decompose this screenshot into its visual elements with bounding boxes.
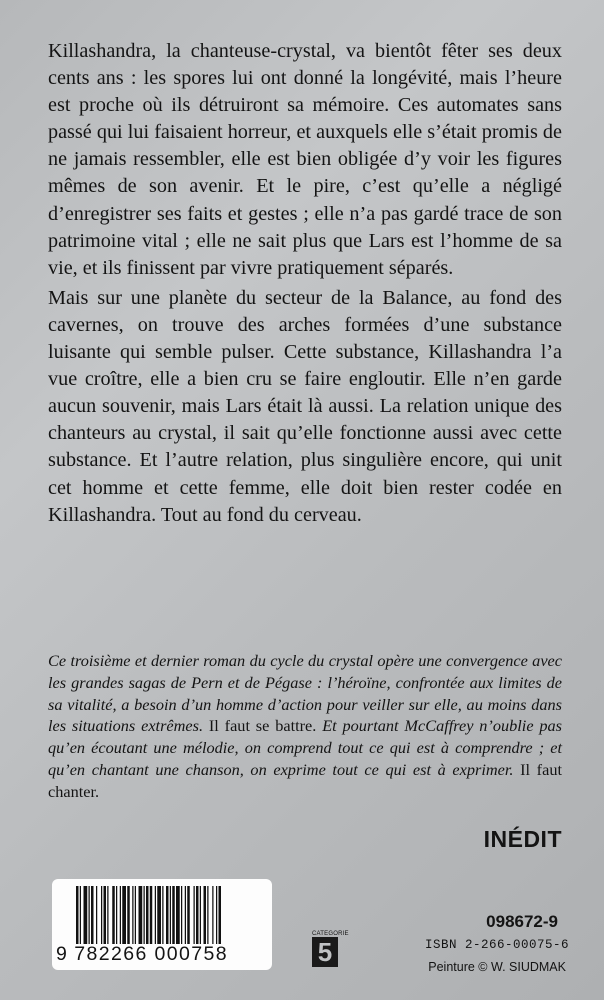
barcode-bar: [170, 886, 171, 944]
barcode-bar: [194, 886, 195, 944]
isbn: ISBN 2-266-00075-6: [424, 938, 569, 952]
blurb: [48, 650, 562, 803]
barcode-bar: [122, 886, 126, 944]
barcode-bar: [132, 886, 133, 944]
product-code: 098672-9: [486, 912, 558, 931]
barcode-bar: [185, 886, 186, 944]
barcode-bar: [155, 886, 156, 944]
synopsis: [48, 38, 562, 529]
barcode-bar: [216, 886, 217, 944]
barcode-bar: [76, 886, 79, 944]
blurb-part-1: Ce troisième et dernier roman du cycle du crystal opère une convergence avec les grandes sagas de Pern et de Pégase : l’héroïne, confrontée aux limites de sa vitalité, a besoin d’un homme d’action pour veiller sur elle, au moins dans les situations extrêmes.: [48, 651, 562, 736]
barcode-bar: [150, 886, 153, 944]
barcode-bar: [144, 886, 145, 944]
barcode-number: 782266 000758: [74, 943, 229, 965]
barcode-bar: [89, 886, 90, 944]
barcode-bar: [204, 886, 207, 944]
barcode-bar: [80, 886, 81, 944]
barcode-bar: [187, 886, 190, 944]
barcode-bar: [127, 886, 130, 944]
barcode-bar: [219, 886, 222, 944]
barcode-bar: [116, 886, 117, 944]
category-label: CATEGORIE: [312, 931, 349, 937]
barcode-bar: [104, 886, 107, 944]
blurb-paragraph: [48, 650, 562, 803]
barcode-bar: [172, 886, 175, 944]
barcode-bar: [207, 886, 208, 944]
category-mark: [312, 931, 349, 967]
barcode-digits: [56, 943, 268, 966]
cover-credit: Peinture © W. SIUDMAK: [428, 960, 566, 974]
barcode-bar: [181, 886, 182, 944]
barcode-bar: [101, 886, 102, 944]
category-number: 5: [312, 937, 338, 967]
blurb-part-2: Il faut se battre.: [203, 716, 323, 736]
barcode-bar: [107, 886, 108, 944]
barcode-first-digit: 9: [56, 943, 69, 965]
barcode-bar: [166, 886, 169, 944]
blurb-part-3: Et pourtant McCaffrey n’oublie pas qu’en écoutant une mélodie, on comprend tout ce qui est à comprendre ; et qu’en chantant une chanson, on exprime tout ce qui est à exprimer.: [48, 716, 562, 779]
barcode-bar: [162, 886, 163, 944]
barcode-bar: [146, 886, 149, 944]
barcode-bar: [139, 886, 143, 944]
barcode-bar: [112, 886, 115, 944]
synopsis-paragraph-1: Killashandra, la chanteuse-crystal, va bientôt fêter ses deux cents ans : les spores lui ont donné la longévité, mais l’heure est proche où ils détruiront sa mémoire. Ces automates sans passé qui lui faisaient horreur, et auxquels elle s’était promis de ne jamais ressembler, elle est bien obligée d’y voir les figures mêmes de son avenir. Et le pire, c’est qu’elle a négligé d’enregistrer ses faits et gestes ; elle n’a pas gardé trace de son patrimoine vital ; elle ne sait plus que Lars est l’homme de sa vie, et ils finissent par vivre pratiquement séparés.: [48, 40, 562, 279]
barcode-bar: [176, 886, 180, 944]
barcode-bar: [212, 886, 213, 944]
barcode: [52, 879, 272, 970]
synopsis-paragraph-2: Mais sur une planète du secteur de la Balance, au fond des cavernes, on trouve des arches formées d’une substance luisante qui semble pulser. Cette substance, Killashandra l’a vue croître, elle a bien cru se faire engloutir. Elle n’en garde aucun souvenir, mais Lars était là aussi. La relation unique des chanteurs au crystal, il sait qu’elle fonctionne aussi avec cette substance. Et l’autre relation, plus singulière encore, qui unit cet homme et cette femme, elle doit bien rester codée en Killashandra. Tout au fond du cerveau.: [48, 286, 562, 526]
blurb-part-4: Il faut chanter.: [48, 759, 562, 801]
barcode-bar: [91, 886, 94, 944]
barcode-bar: [196, 886, 199, 944]
barcode-bar: [96, 886, 97, 944]
barcode-bar: [84, 886, 88, 944]
barcode-bar: [200, 886, 201, 944]
inedit-badge: INÉDIT: [483, 826, 562, 852]
barcode-bar: [157, 886, 161, 944]
barcode-bars: [76, 886, 262, 944]
barcode-bar: [120, 886, 121, 944]
barcode-bar: [135, 886, 136, 944]
